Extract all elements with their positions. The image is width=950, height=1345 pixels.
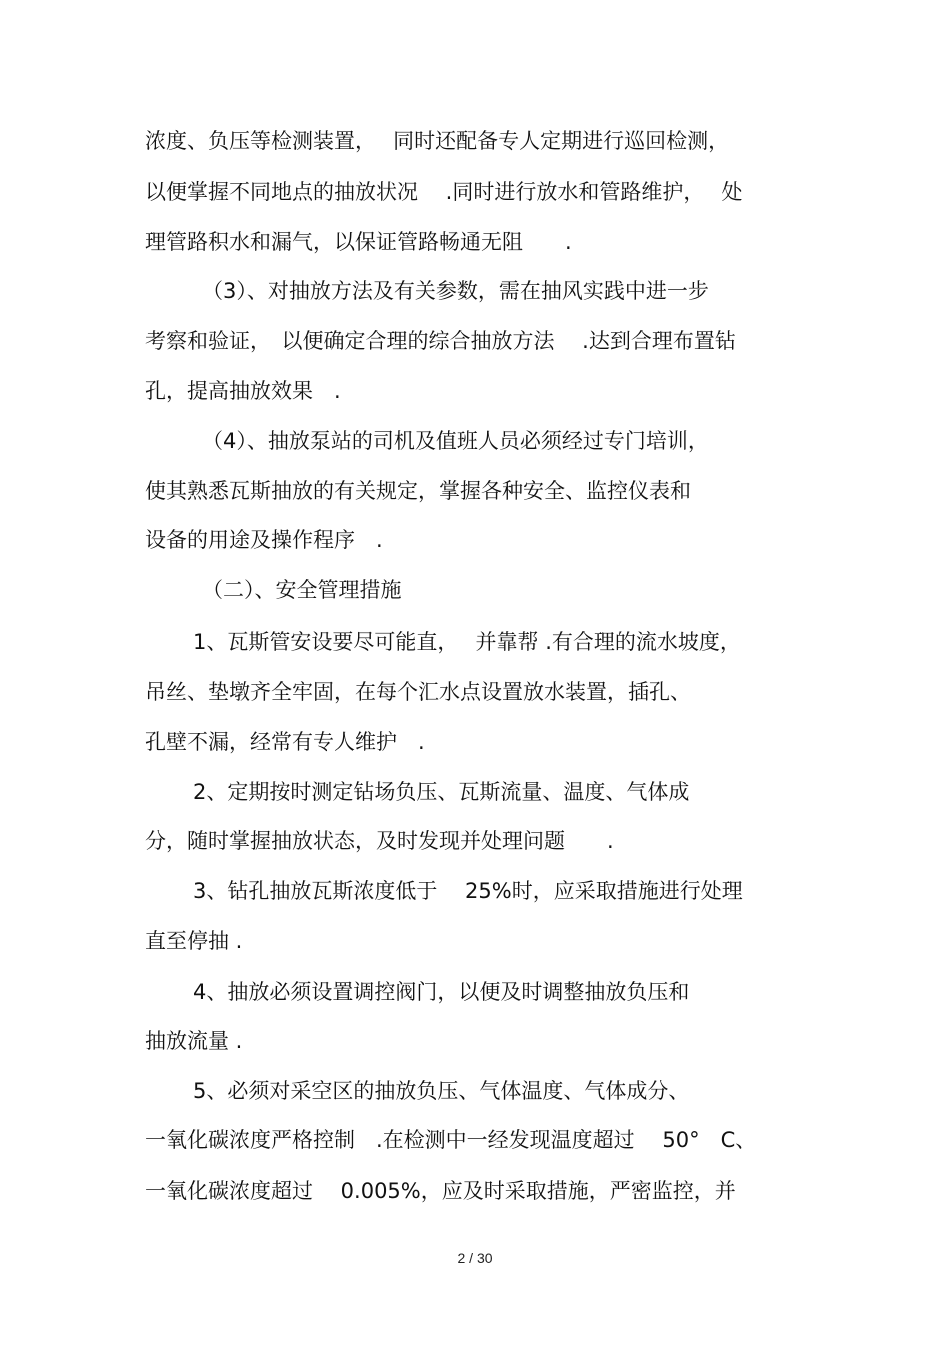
text-line-6: 孔，提高抽放效果 . (145, 379, 341, 403)
text-line-21: 一氧化碳浓度严格控制 .在检测中一经发现温度超过 50° C、 (145, 1128, 757, 1152)
text-line-18: 4、抽放必须设置调控阀门，以便及时调整抽放负压和 (193, 980, 690, 1004)
text-line-2: 以便掌握不同地点的抽放状况 .同时进行放水和管路维护， 处 (145, 180, 743, 204)
text-line-12: 吊丝、垫墩齐全牢固，在每个汇水点设置放水装置，插孔、 (145, 680, 691, 704)
text-line-14: 2、定期按时测定钻场负压、瓦斯流量、温度、气体成 (193, 780, 690, 804)
text-line-7: （4）、抽放泵站的司机及值班人员必须经过专门培训， (202, 429, 709, 453)
text-line-8: 使其熟悉瓦斯抽放的有关规定，掌握各种安全、监控仪表和 (145, 479, 691, 503)
text-line-9: 设备的用途及操作程序 . (145, 528, 383, 552)
text-line-20: 5、必须对采空区的抽放负压、气体温度、气体成分、 (193, 1079, 690, 1103)
text-line-1: 浓度、负压等检测装置， 同时还配备专人定期进行巡回检测， (145, 129, 730, 153)
text-line-3: 理管路积水和漏气，以保证管路畅通无阻 . (145, 230, 572, 254)
text-line-11: 1、瓦斯管安设要尽可能直， 并靠帮 .有合理的流水坡度， (193, 630, 741, 654)
text-line-13: 孔壁不漏，经常有专人维护 . (145, 730, 425, 754)
text-line-22: 一氧化碳浓度超过 0.005%，应及时采取措施，严密监控，并 (145, 1179, 736, 1203)
text-line-4: （3）、对抽放方法及有关参数，需在抽风实践中进一步 (202, 279, 709, 303)
page-number: 2 / 30 (457, 1250, 493, 1266)
text-line-16: 3、钻孔抽放瓦斯浓度低于 25%时，应采取措施进行处理 (193, 879, 743, 903)
text-line-5: 考察和验证， 以便确定合理的综合抽放方法 .达到合理布置钻 (145, 329, 736, 353)
text-line-15: 分，随时掌握抽放状态，及时发现并处理问题 . (145, 829, 614, 853)
text-line-17: 直至停抽 . (145, 929, 243, 953)
text-line-19: 抽放流量 . (145, 1029, 243, 1053)
section-heading: （二）、安全管理措施 (202, 578, 402, 602)
